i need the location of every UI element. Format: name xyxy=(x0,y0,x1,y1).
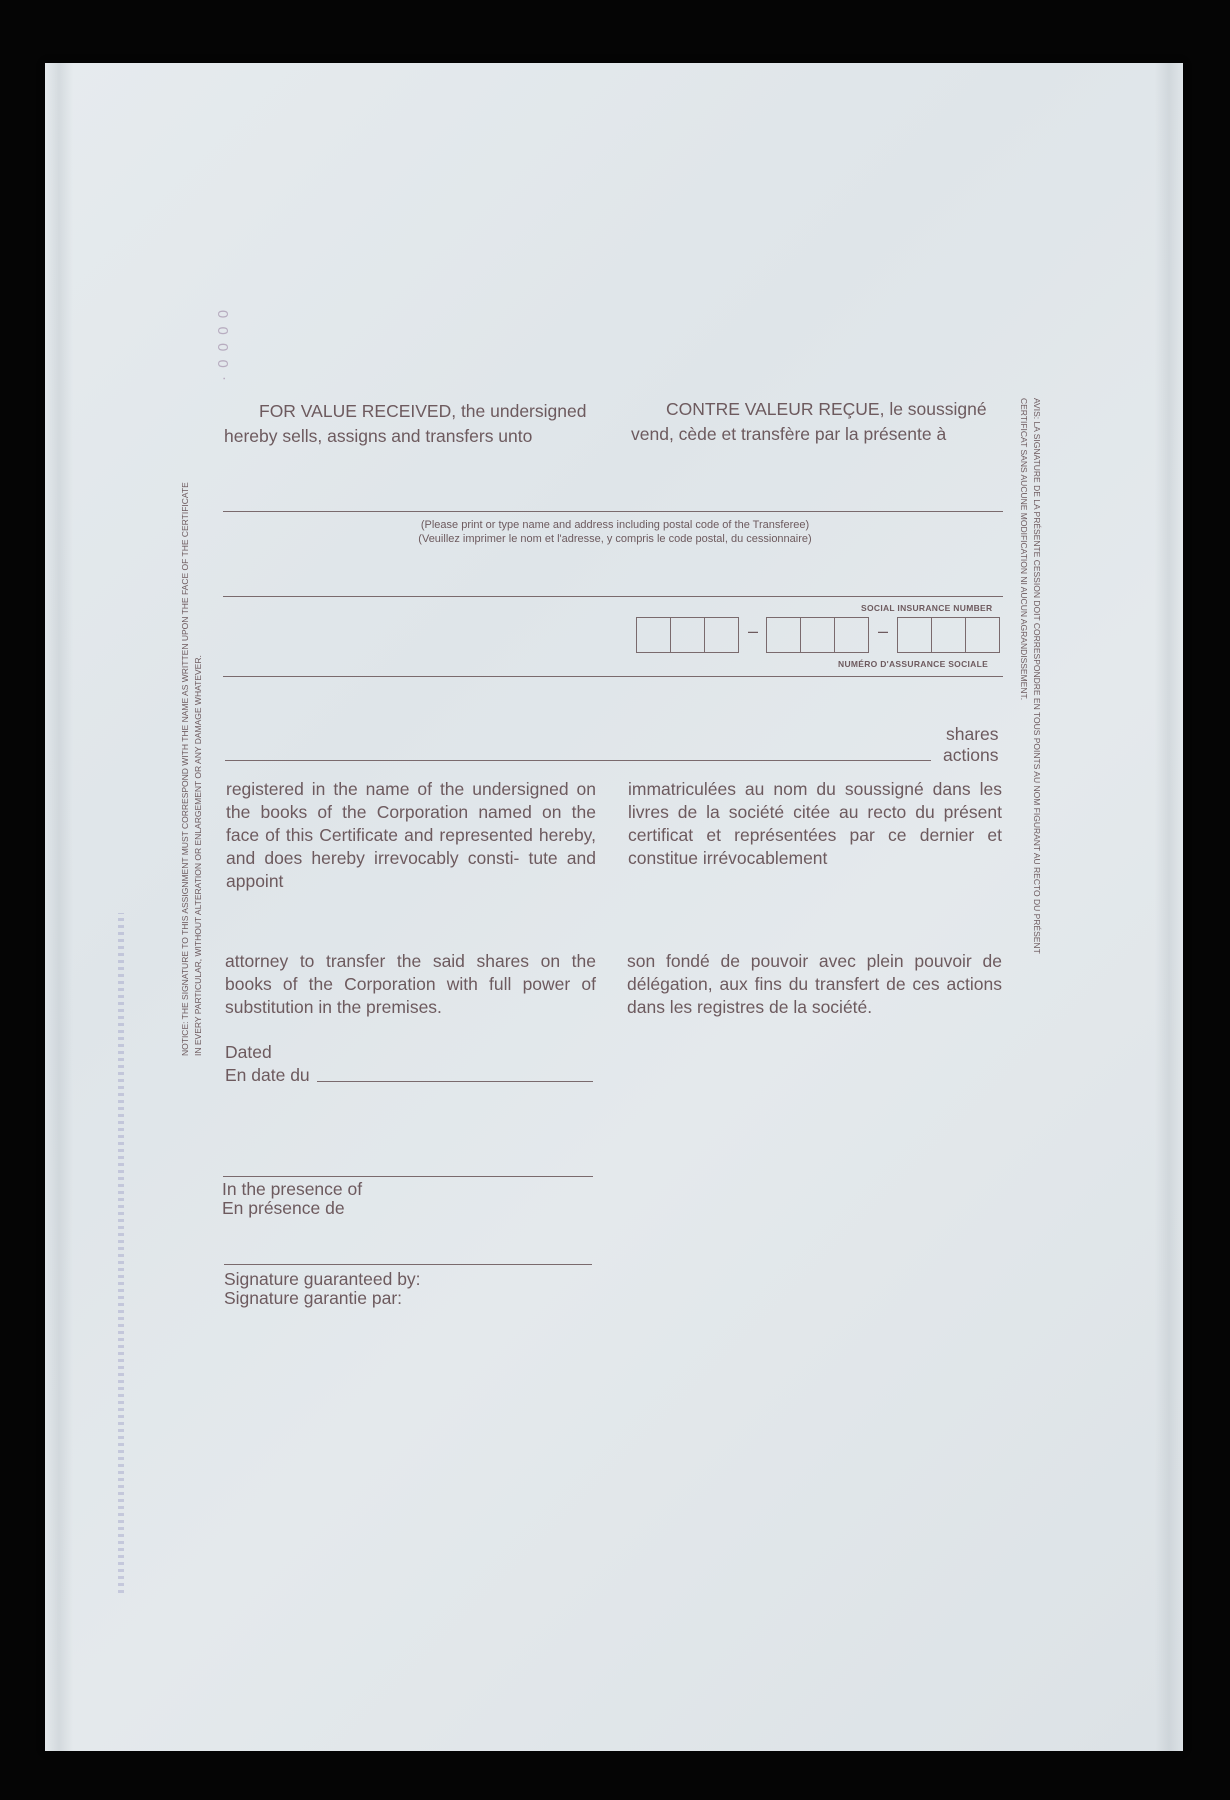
certificate-back xyxy=(45,63,1183,1751)
presence-label-en: In the presence of xyxy=(222,1179,363,1199)
transferee-address-line[interactable] xyxy=(223,596,1003,597)
sin-boxes-group3[interactable] xyxy=(897,617,1000,653)
transferee-instruction-fr: (Veuillez imprimer le nom et l'adresse, y compris le code postal, du cessionnaire) xyxy=(418,533,812,545)
sin-dash-2: – xyxy=(878,621,889,641)
attorney-paragraph-fr: son fondé de pouvoir avec plein pouvoir de délégation, aux fins du transfert de ces actions dans les registres de la société. xyxy=(627,951,1002,1017)
presence-label-fr: En présence de xyxy=(222,1198,345,1218)
notice-en-line1: NOTICE: THE SIGNATURE TO THIS ASSIGNMENT MUST CORRESPOND WITH THE NAME AS WRITTEN UPON THE FACE OF THE CERTIFICATE xyxy=(180,482,190,1056)
extra-address-line[interactable] xyxy=(223,676,1003,677)
registered-paragraph-fr: immatriculées au nom du soussigné dans les livres de la société citée au recto du présent certificat et représentées par ce dernier et constitue irrévocablement xyxy=(628,779,1002,868)
right-fold-shadow xyxy=(1155,63,1183,1751)
sin-boxes-group1[interactable] xyxy=(636,617,739,653)
signature-line[interactable] xyxy=(223,1176,593,1177)
shares-label-en: shares xyxy=(946,724,999,744)
shares-quantity-line[interactable] xyxy=(225,760,931,761)
date-line[interactable] xyxy=(317,1081,593,1082)
notice-fr-line2: CERTIFICAT SANS AUCUNE MODIFICATION NI AUCUN AGRANDISSEMENT. xyxy=(1019,398,1029,701)
perforation-strip xyxy=(118,913,124,1593)
sin-boxes-group2[interactable] xyxy=(766,617,869,653)
registered-paragraph-en: registered in the name of the undersigned on the books of the Corporation named on the face of this Certificate and represented hereby, and does hereby irrevocably consti- tute and appoint xyxy=(226,779,596,891)
dated-label-en: Dated xyxy=(225,1042,272,1062)
transferee-name-line[interactable] xyxy=(223,511,1003,512)
notice-fr-line1: AVIS: LA SIGNATURE DE LA PRÉSENTE CESSION DOIT CORRESPONDRE EN TOUS POINTS AU NOM FIGURANT AU RECTO DU PRÉSENT xyxy=(1032,398,1042,954)
transferee-instruction-en: (Please print or type name and address including postal code of the Transferee) xyxy=(420,519,810,531)
guarantee-label-en: Signature guaranteed by: xyxy=(224,1269,421,1289)
intro-fr-line2: vend, cède et transfère par la présente à xyxy=(631,424,947,444)
sin-dash-1: – xyxy=(748,621,759,641)
sin-label-en: SOCIAL INSURANCE NUMBER xyxy=(861,603,993,613)
intro-en-line2: hereby sells, assigns and transfers unto xyxy=(224,426,533,446)
sin-label-fr: NUMÉRO D'ASSURANCE SOCIALE xyxy=(838,659,989,669)
faint-serial-stamp: · 0 0 0 0 xyxy=(215,307,232,381)
dated-label-fr: En date du xyxy=(225,1065,310,1085)
guarantee-label-fr: Signature garantie par: xyxy=(224,1288,403,1308)
shares-label-fr: actions xyxy=(943,745,999,765)
intro-fr-line1: CONTRE VALEUR REÇUE, le soussigné xyxy=(666,399,987,419)
left-fold-shadow xyxy=(45,63,73,1751)
intro-en-line1: FOR VALUE RECEIVED, the undersigned xyxy=(259,401,587,421)
notice-en-line2: IN EVERY PARTICULAR, WITHOUT ALTERATION OR ENLARGEMENT OR ANY DAMAGE WHATEVER. xyxy=(193,655,203,1056)
attorney-paragraph-en: attorney to transfer the said shares on the books of the Corporation with full power of substitution in the premises. xyxy=(225,951,596,1017)
witness-line[interactable] xyxy=(224,1264,592,1265)
